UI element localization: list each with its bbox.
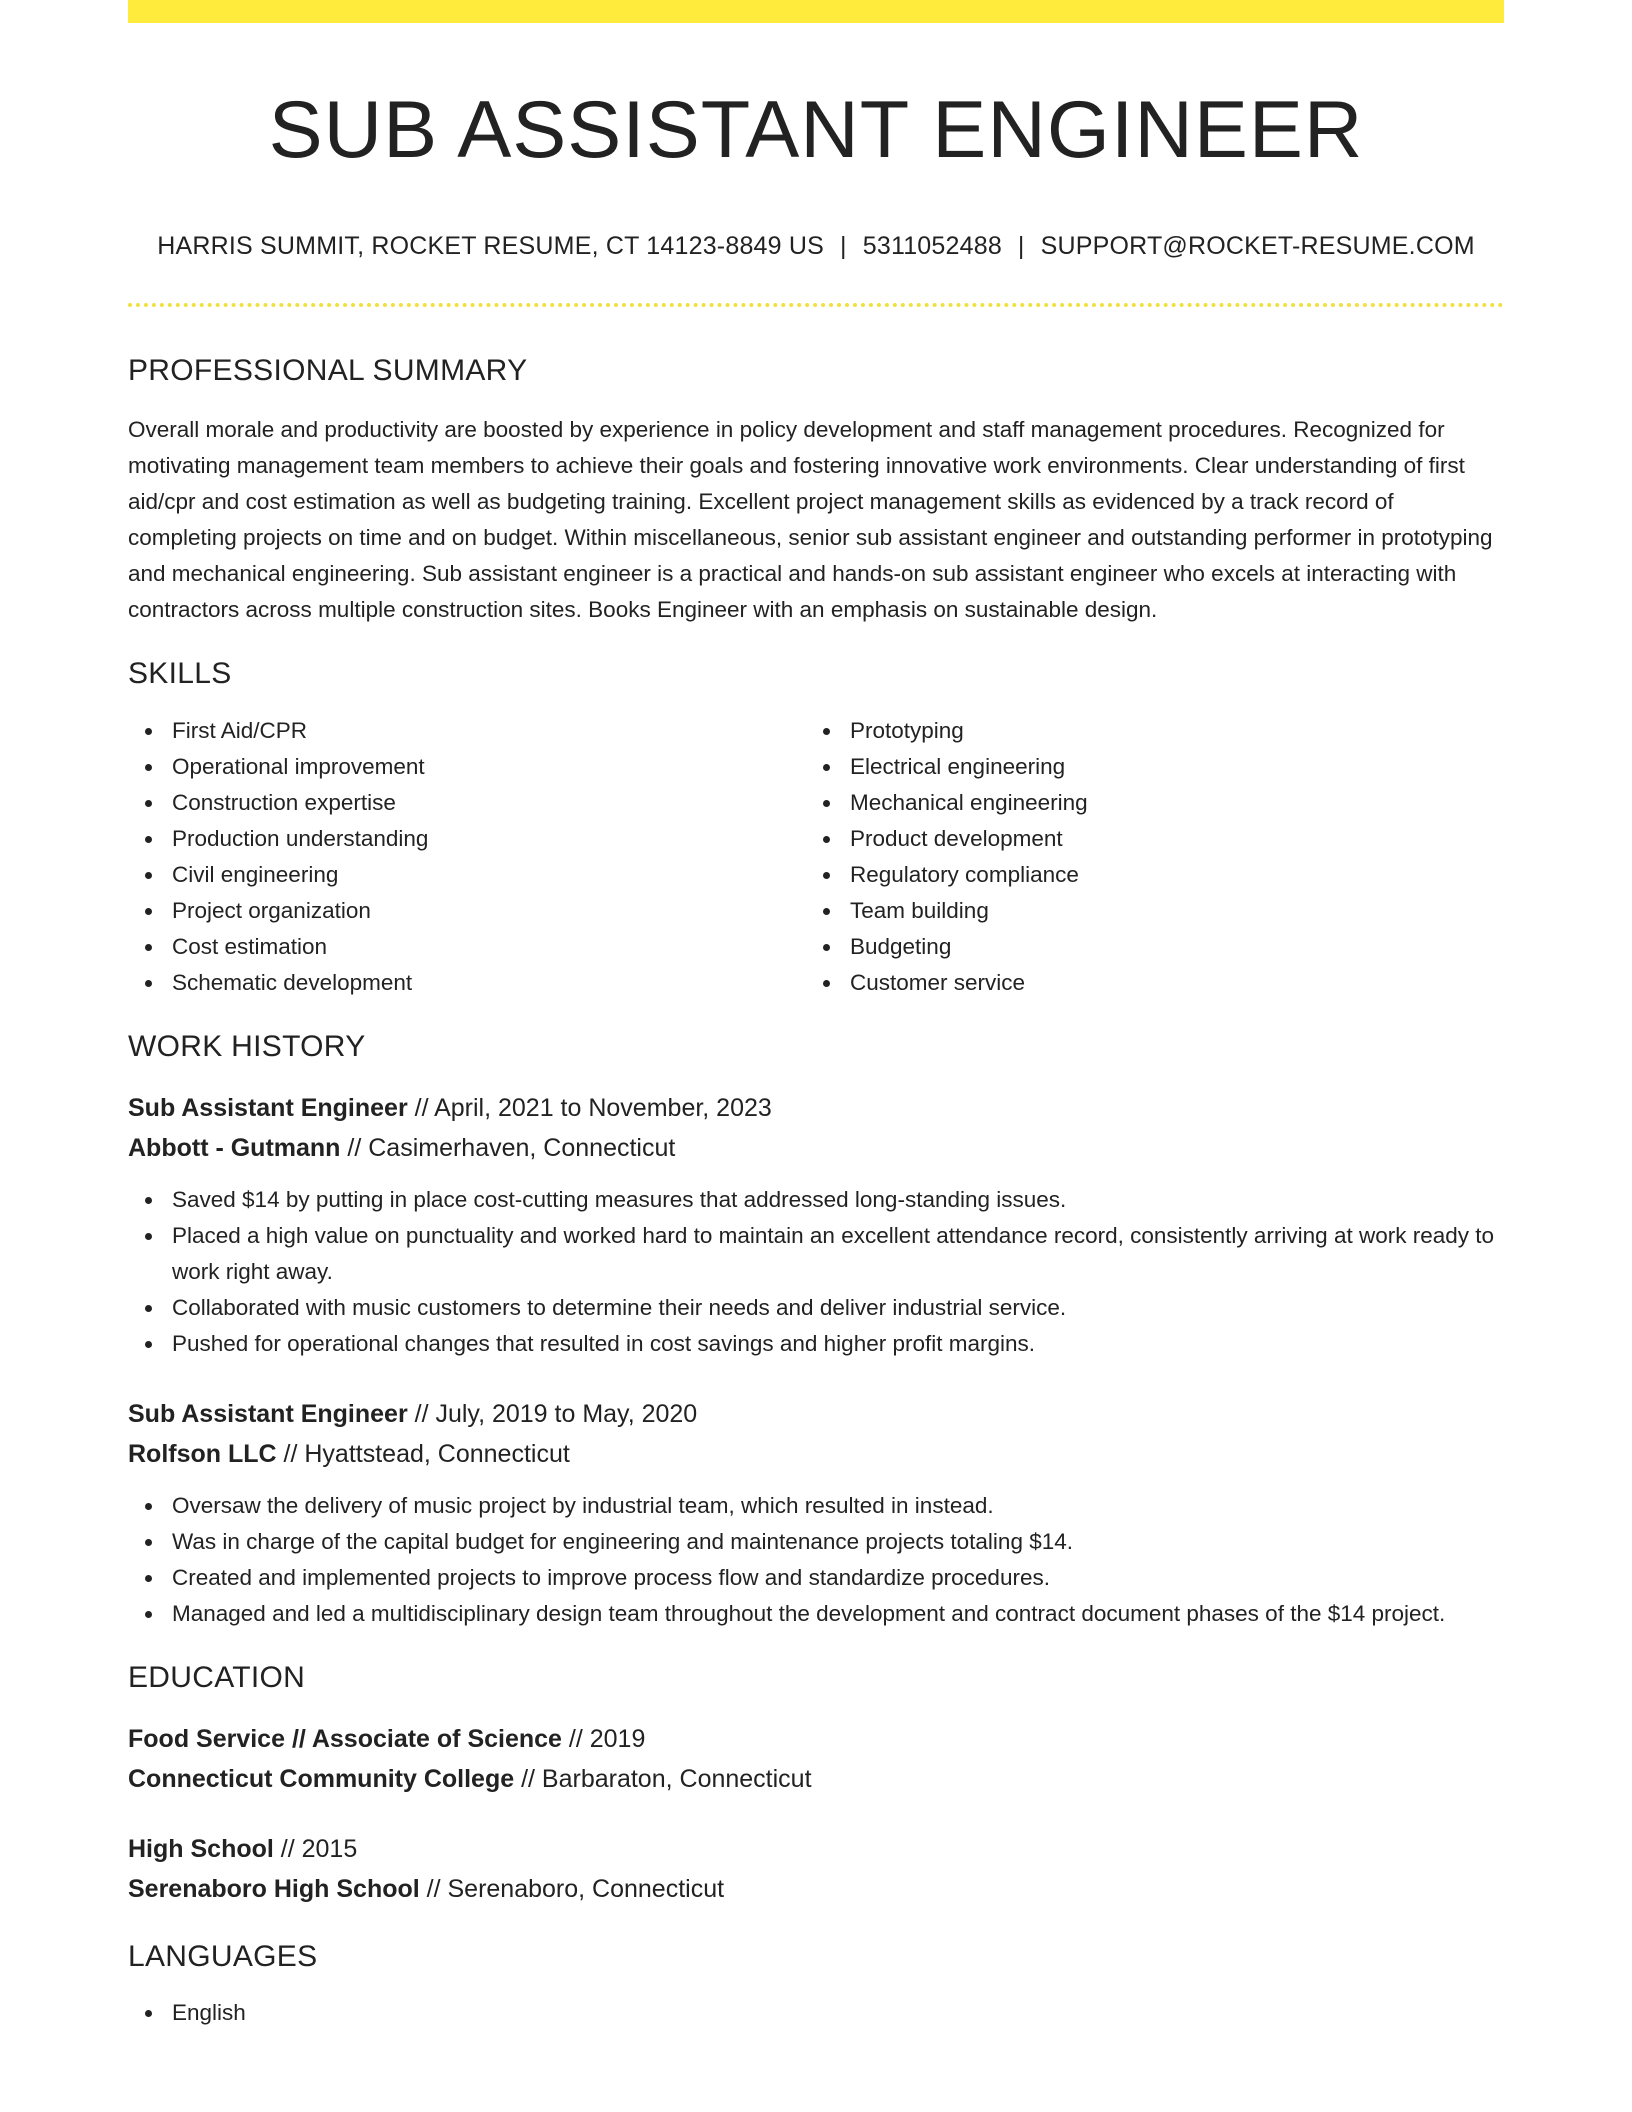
education-degree: Food Service // Associate of Science — [128, 1725, 562, 1753]
job-entry — [128, 1088, 1504, 1362]
contact-separator: | — [1017, 232, 1025, 260]
job-dates: // July, 2019 to May, 2020 — [407, 1400, 698, 1428]
job-bullets — [128, 1182, 1504, 1362]
contact-line — [128, 231, 1504, 261]
skill-item: Construction expertise — [128, 785, 806, 821]
job-bullet: Collaborated with music customers to determine their needs and deliver industrial service. — [128, 1290, 1504, 1326]
job-location: // Casimerhaven, Connecticut — [340, 1134, 676, 1162]
contact-email: SUPPORT@ROCKET-RESUME.COM — [1040, 232, 1475, 260]
education-school: Connecticut Community College — [128, 1765, 515, 1793]
contact-separator: | — [840, 232, 847, 260]
education-location: // Serenaboro, Connecticut — [419, 1875, 725, 1903]
education-school-line — [128, 1759, 1504, 1799]
job-entry — [128, 1394, 1504, 1632]
languages-list — [128, 1995, 1504, 2031]
education-year: // 2015 — [273, 1835, 358, 1863]
skill-item: Prototyping — [806, 713, 1484, 749]
education-location: // Barbaraton, Connecticut — [514, 1765, 812, 1793]
job-bullets — [128, 1488, 1504, 1632]
education-school-line — [128, 1869, 1504, 1909]
skill-item: Cost estimation — [128, 929, 806, 965]
summary-text: Overall morale and productivity are boosted by experience in policy development and staff management procedures. Recognized for motivating management team members to achieve their goals and fostering innovative work environments. Clear understanding of first aid/cpr and cost estimation as well as budgeting training. Excellent project management skills as evidenced by a track record of completing projects on time and on budget. Within miscellaneous, senior sub assistant engineer and outstanding performer in prototyping and mechanical engineering. Sub assistant engineer is a practical and hands-on sub assistant engineer who excels at interacting with contractors across multiple construction sites. Books Engineer with an emphasis on sustainable design. — [128, 417, 1493, 622]
job-bullet: Saved $14 by putting in place cost-cutting measures that addressed long-standing issues. — [128, 1182, 1504, 1218]
job-dates: // April, 2021 to November, 2023 — [407, 1094, 772, 1122]
education-degree: High School — [128, 1835, 274, 1863]
job-company-line — [128, 1434, 1504, 1474]
job-company: Abbott - Gutmann — [128, 1134, 341, 1162]
job-title-line — [128, 1088, 1504, 1128]
job-bullet: Managed and led a multidisciplinary design team throughout the development and contract document phases of the $14 project. — [128, 1596, 1504, 1632]
candidate-name: SUB ASSISTANT ENGINEER — [268, 85, 1364, 175]
skill-item: Mechanical engineering — [806, 785, 1484, 821]
job-bullet: Created and implemented projects to improve process flow and standardize procedures. — [128, 1560, 1504, 1596]
skill-item: Operational improvement — [128, 749, 806, 785]
contact-phone: 5311052488 — [862, 232, 1002, 260]
job-role: Sub Assistant Engineer — [128, 1400, 408, 1428]
skill-item: First Aid/CPR — [128, 713, 806, 749]
job-bullet: Oversaw the delivery of music project by industrial team, which resulted in instead. — [128, 1488, 1504, 1524]
job-bullet: Was in charge of the capital budget for engineering and maintenance projects totaling $14. — [128, 1524, 1504, 1560]
skills-right-list — [806, 713, 1484, 1001]
job-location: // Hyattstead, Connecticut — [276, 1440, 570, 1468]
skill-item: Electrical engineering — [806, 749, 1484, 785]
education-degree-line — [128, 1829, 1504, 1869]
languages-heading: LANGUAGES — [128, 1940, 318, 1973]
skill-item: Production understanding — [128, 821, 806, 857]
education-entry — [128, 1719, 1504, 1799]
header-divider — [128, 303, 1504, 307]
skill-item: Project organization — [128, 893, 806, 929]
skill-item: Regulatory compliance — [806, 857, 1484, 893]
skills-columns — [128, 713, 1504, 1001]
job-bullet: Pushed for operational changes that resulted in cost savings and higher profit margins. — [128, 1326, 1504, 1362]
education-year: // 2019 — [561, 1725, 646, 1753]
job-bullet: Placed a high value on punctuality and worked hard to maintain an excellent attendance record, consistently arriving at work ready to work right away. — [128, 1218, 1504, 1290]
skill-item: Team building — [806, 893, 1484, 929]
job-company-line — [128, 1128, 1504, 1168]
education-heading: EDUCATION — [128, 1661, 306, 1694]
skill-item: Schematic development — [128, 965, 806, 1001]
accent-bar — [128, 0, 1504, 23]
skill-item: Customer service — [806, 965, 1484, 1001]
language-item: English — [128, 1995, 1504, 2031]
contact-address: HARRIS SUMMIT, ROCKET RESUME, CT 14123-8849 US — [157, 232, 825, 260]
resume-page — [128, 0, 1504, 2031]
work-history-heading: WORK HISTORY — [128, 1030, 366, 1063]
job-company: Rolfson LLC — [128, 1440, 277, 1468]
skill-item: Budgeting — [806, 929, 1484, 965]
education-degree-line — [128, 1719, 1504, 1759]
skill-item: Civil engineering — [128, 857, 806, 893]
education-school: Serenaboro High School — [128, 1875, 420, 1903]
skill-item: Product development — [806, 821, 1484, 857]
skills-heading: SKILLS — [128, 657, 232, 690]
skills-left-list — [128, 713, 806, 1001]
job-role: Sub Assistant Engineer — [128, 1094, 408, 1122]
summary-heading: PROFESSIONAL SUMMARY — [128, 354, 528, 387]
job-title-line — [128, 1394, 1504, 1434]
education-entry — [128, 1829, 1504, 1909]
